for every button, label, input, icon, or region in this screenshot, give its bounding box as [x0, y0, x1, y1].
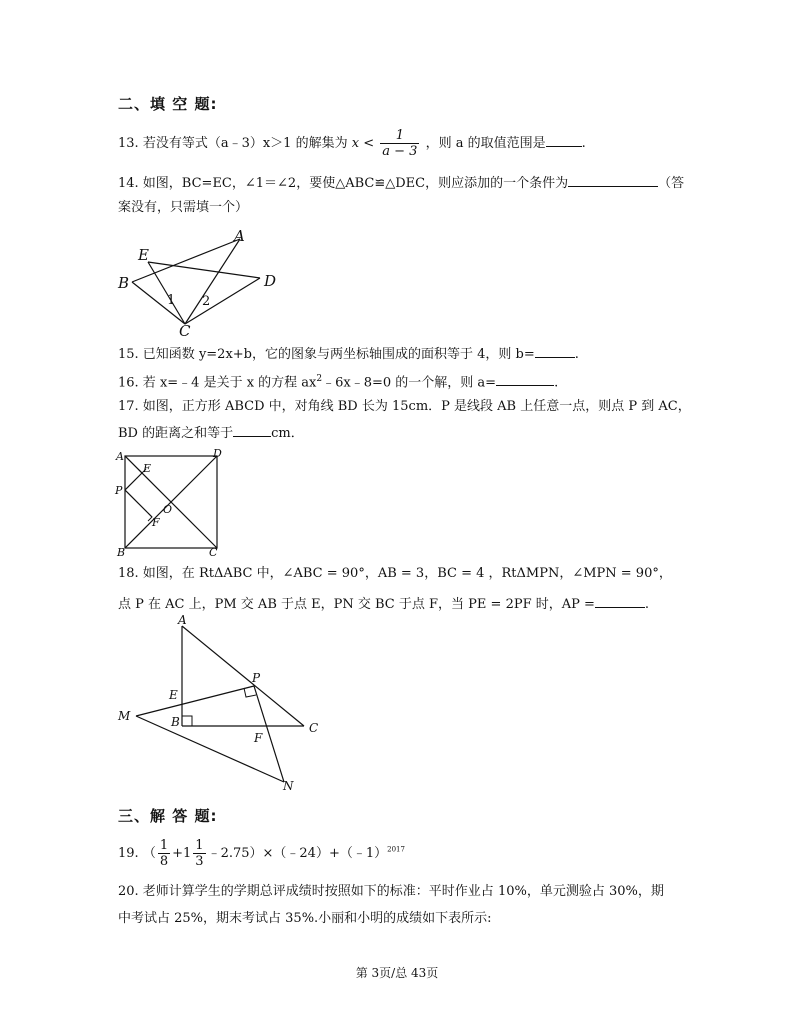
- q17-label-D: D: [213, 448, 222, 460]
- q20-line2: 中考试占 25%，期末考试占 35%.小丽和小明的成绩如下表所示:: [118, 911, 492, 926]
- q14-label-C: C: [179, 322, 191, 340]
- q17-label-E: E: [143, 462, 152, 475]
- q14-angle-2: 2: [202, 294, 211, 309]
- q17-square-figure: [112, 448, 230, 558]
- q16-text-end: ﹣6x﹣8=0 的一个解，则 a=: [322, 375, 497, 391]
- q17-perpendicular-PE: [125, 473, 142, 490]
- q19-number: 19.: [118, 846, 139, 861]
- q15-text: 15. 已知函数 y=2x+b，它的图象与两坐标轴围成的面积等于 4，则 b=: [118, 347, 535, 362]
- q16-superscript: 2: [316, 374, 323, 384]
- q18-right-angle-B: [182, 716, 192, 726]
- q13-text-start: 若没有等式（a﹣3）x＞1 的解集为: [142, 136, 348, 151]
- q14-angle-1: 1: [167, 293, 176, 308]
- q19-f2-denominator: 3: [195, 854, 204, 869]
- q14-label-E: E: [138, 246, 149, 264]
- q18-triangle-figure: [112, 612, 327, 794]
- q13-fraction-numerator: 1: [380, 128, 419, 144]
- q14-line1: 14. 如图，BC=EC，∠1＝∠2，要使△ABC≌△DEC，则应添加的一个条件为: [118, 176, 569, 191]
- q14-segment-BC: [132, 282, 185, 324]
- q18-label-N: N: [283, 779, 294, 793]
- q18-period: .: [644, 597, 650, 612]
- q13-fraction: [380, 128, 419, 159]
- q19-fraction-one-eighth: [158, 838, 170, 869]
- q17-perpendicular-PF: [125, 490, 152, 517]
- q19-plus-one: +1: [172, 846, 192, 861]
- q14-line2: 案没有，只需填一个）: [118, 200, 249, 215]
- q14-answer-blank[interactable]: [568, 173, 658, 187]
- section-heading-fill-in: 二、填 空 题:: [118, 95, 218, 113]
- q17-label-O: O: [163, 503, 173, 516]
- question-13: [118, 128, 586, 159]
- q19-expression-rest: ﹣2.75）×（﹣24）+（﹣1）: [207, 846, 388, 861]
- q17-label-P: P: [115, 484, 123, 497]
- q18-label-B: B: [171, 715, 180, 729]
- q17-unit: cm．: [271, 426, 304, 441]
- q17-label-C: C: [209, 546, 218, 558]
- q16-text-start: 16. 若 x=﹣4 是关于 x 的方程 ax: [118, 375, 317, 391]
- q18-right-angle-P: [244, 688, 256, 697]
- q19-fraction-one-third: [193, 838, 205, 869]
- q14-label-B: B: [118, 274, 130, 292]
- q17-label-B: B: [117, 546, 126, 558]
- q14-segment-ED: [148, 262, 260, 278]
- q18-label-A: A: [178, 613, 187, 627]
- q18-label-M: M: [118, 709, 131, 723]
- q19-f1-denominator: 8: [159, 854, 169, 869]
- q17-label-A: A: [116, 450, 124, 463]
- q13-inequality: x <: [351, 136, 375, 151]
- q19-f2-numerator: 1: [195, 838, 204, 853]
- question-15: [118, 344, 579, 365]
- q14-line1-end: （答: [658, 176, 685, 191]
- q16-answer-blank[interactable]: [496, 372, 554, 386]
- page-footer: 第 3页/总 43页: [355, 966, 439, 980]
- q18-segment-MP: [136, 686, 254, 716]
- question-19: [118, 838, 405, 869]
- q19-exponent: 2017: [387, 845, 405, 854]
- q18-line1: 18. 如图，在 RtΔABC 中，∠ABC = 90°，AB = 3，BC = 4 ，RtΔMPN，∠MPN = 90°，: [118, 566, 672, 581]
- section-heading-solve: 三、解 答 题:: [118, 807, 218, 825]
- question-14: [118, 173, 684, 194]
- q18-segment-AC: [182, 626, 304, 726]
- q17-answer-blank[interactable]: [233, 423, 271, 437]
- q18-label-P: P: [252, 671, 261, 685]
- q14-segment-AC: [185, 239, 240, 324]
- q16-period: .: [554, 375, 559, 391]
- q18-label-C: C: [309, 721, 319, 735]
- q15-answer-blank[interactable]: [535, 344, 575, 358]
- q18-line2-text: 点 P 在 AC 上，PM 交 AB 于点 E，PN 交 BC 于点 F，当 PE = 2PF 时，AP =: [118, 597, 595, 612]
- question-16: [118, 369, 558, 393]
- q14-label-A: A: [234, 227, 245, 245]
- q18-answer-blank[interactable]: [595, 594, 645, 608]
- q18-label-E: E: [169, 688, 178, 702]
- q14-segment-DC: [185, 278, 260, 324]
- question-17-line2: [118, 423, 304, 444]
- q18-label-F: F: [254, 731, 263, 745]
- q14-label-D: D: [264, 272, 277, 290]
- q13-text-end: ，则 a 的取值范围是: [425, 136, 546, 151]
- q19-f1-numerator: 1: [159, 838, 169, 853]
- q15-period: .: [574, 347, 579, 362]
- q17-line1: 17. 如图，正方形 ABCD 中，对角线 BD 长为 15cm．P 是线段 AB 上任意一点，则点 P 到 AC，: [118, 399, 691, 414]
- q13-number: 13.: [118, 136, 139, 151]
- q19-open-paren: （: [142, 846, 156, 861]
- q17-line2-text: BD 的距离之和等于: [118, 426, 234, 441]
- q13-fraction-denominator: a − 3: [382, 144, 418, 159]
- q13-period: .: [581, 136, 586, 151]
- q14-triangle-figure: [112, 224, 292, 340]
- q20-line1: 20. 老师计算学生的学期总评成绩时按照如下的标准：平时作业占 10%，单元测验占 30%，期: [118, 884, 664, 899]
- q17-label-F: F: [152, 516, 160, 529]
- q13-answer-blank[interactable]: [546, 133, 582, 147]
